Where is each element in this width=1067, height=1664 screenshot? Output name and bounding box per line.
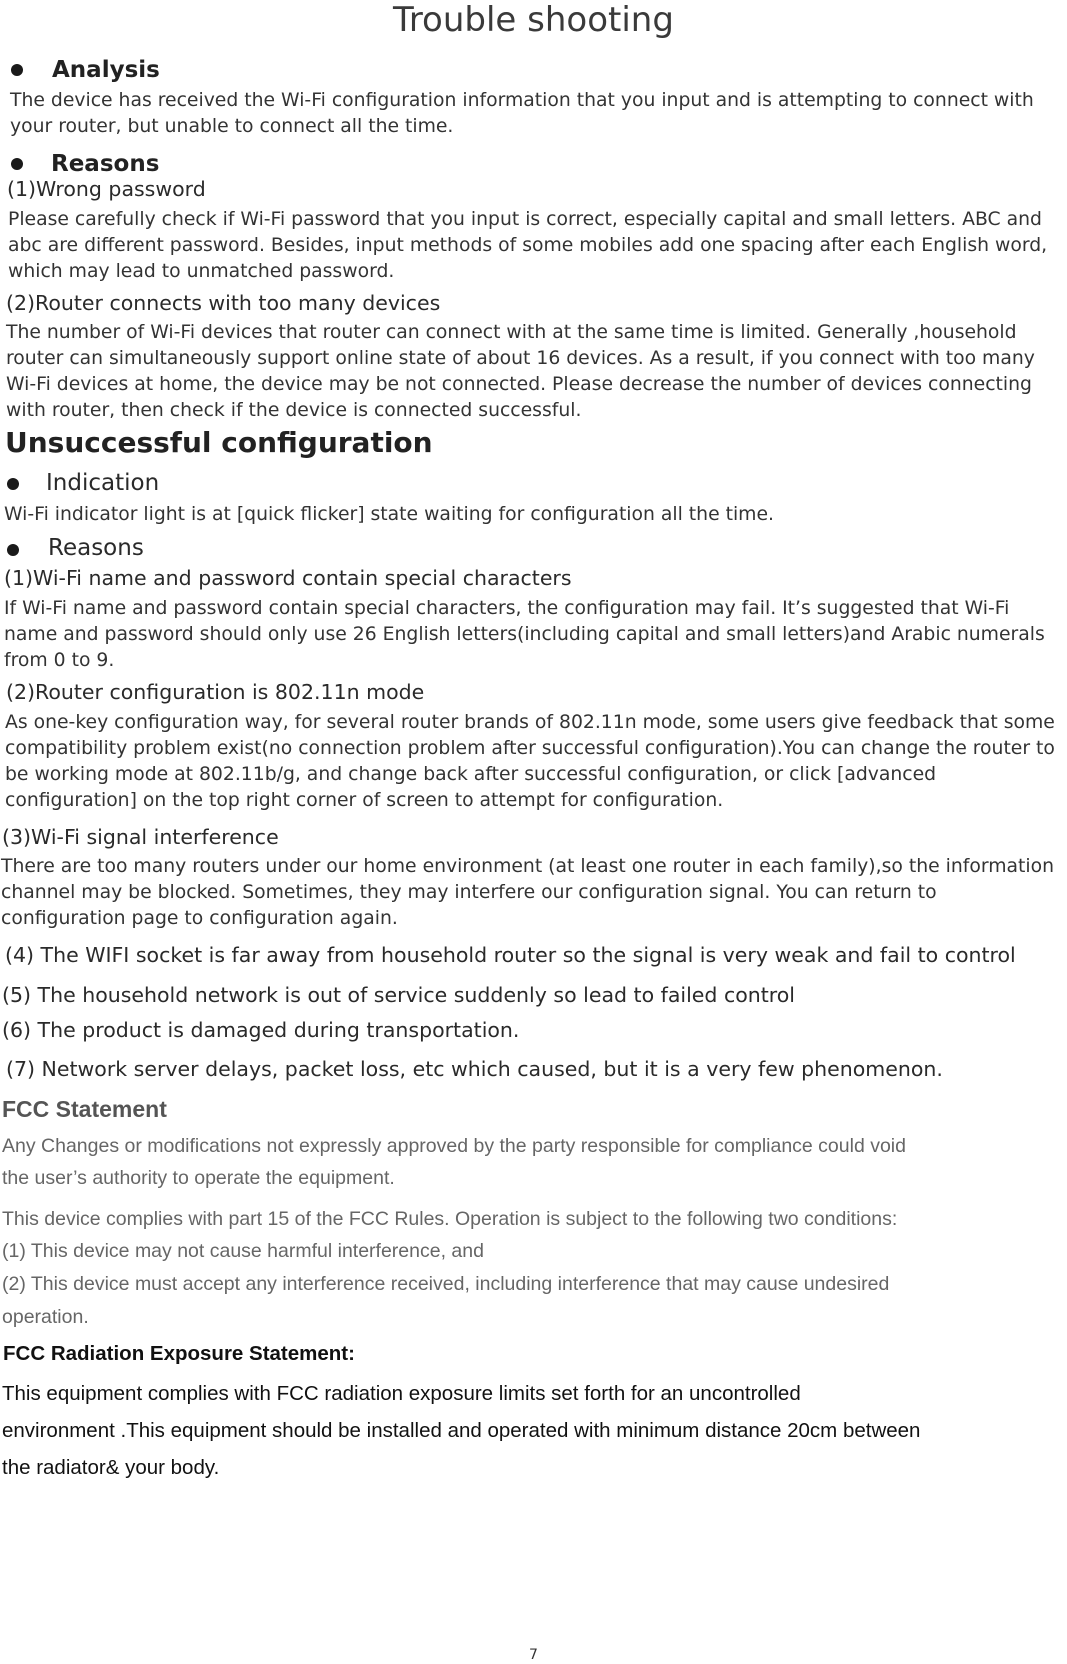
unsuccessful-3-title: (3)Wi-Fi signal interference: [2, 825, 279, 849]
unsuccessful-2-line-3: be working mode at 802.11b/g, and change back after successful configuration, or click [advanced: [5, 764, 937, 785]
analysis-line-2: your router, but unable to connect all the time.: [10, 116, 454, 137]
fcc-heading: FCC Statement: [2, 1096, 167, 1122]
unsuccessful-2-line-2: compatibility problem exist(no connection problem after successful configuration).You can change the router to: [5, 738, 1055, 759]
bullet-icon: [11, 158, 23, 170]
fcc-line-5: (2) This device must accept any interference received, including interference that may cause undesired: [2, 1273, 890, 1295]
bullet-icon: [7, 478, 19, 490]
unsuccessful-3-line-3: configuration page to configuration again.: [1, 908, 398, 929]
unsuccessful-2-line-4: configuration] on the top right corner of screen to attempt for configuration.: [5, 790, 724, 811]
analysis-line-1: The device has received the Wi-Fi configuration information that you input and is attempting to connect with: [10, 90, 1034, 111]
bullet-icon: [11, 64, 23, 76]
unsuccessful-1-line-3: from 0 to 9.: [4, 650, 115, 671]
reasons-heading: Reasons: [51, 151, 160, 177]
item-6: (6) The product is damaged during transportation.: [2, 1018, 520, 1042]
radiation-line-2: environment .This equipment should be installed and operated with minimum distance 20cm between: [2, 1419, 921, 1442]
radiation-line-3: the radiator& your body.: [2, 1456, 220, 1479]
section-heading: Unsuccessful configuration: [5, 426, 433, 459]
reason-2-line-4: with router, then check if the device is connected successful.: [6, 400, 582, 421]
unsuccessful-1-line-2: name and password should only use 26 English letters(including capital and small letters)and Arabic numerals: [4, 624, 1045, 645]
reason-2-line-1: The number of Wi-Fi devices that router can connect with at the same time is limited. Generally ,household: [6, 322, 1017, 343]
indication-text: Wi-Fi indicator light is at [quick flicker] state waiting for configuration all the time.: [4, 504, 774, 525]
reason-1-line-2: abc are different password. Besides, input methods of some mobiles add one spacing after each English word,: [8, 235, 1048, 256]
unsuccessful-3-line-1: There are too many routers under our home environment (at least one router in each family),so the information: [1, 856, 1055, 877]
page-title: Trouble shooting: [393, 0, 674, 40]
fcc-line-4: (1) This device may not cause harmful interference, and: [2, 1240, 484, 1262]
fcc-line-6: operation.: [2, 1306, 89, 1328]
reason-2-line-3: Wi-Fi devices at home, the device may be not connected. Please decrease the number of devices connecting: [6, 374, 1032, 395]
unsuccessful-2-title: (2)Router configuration is 802.11n mode: [6, 680, 425, 704]
unsuccessful-2-line-1: As one-key configuration way, for several router brands of 802.11n mode, some users give feedback that some: [5, 712, 1055, 733]
analysis-heading: Analysis: [52, 57, 160, 83]
reason-1-line-3: which may lead to unmatched password.: [8, 261, 395, 282]
fcc-line-2: the user’s authority to operate the equipment.: [2, 1167, 395, 1189]
radiation-line-1: This equipment complies with FCC radiation exposure limits set forth for an uncontrolled: [2, 1382, 801, 1405]
reasons-heading-2: Reasons: [48, 535, 144, 561]
item-7: (7) Network server delays, packet loss, etc which caused, but it is a very few phenomenon.: [6, 1057, 943, 1081]
bullet-icon: [7, 544, 19, 556]
radiation-heading: FCC Radiation Exposure Statement:: [3, 1342, 355, 1365]
reason-2-line-2: router can simultaneously support online state of about 16 devices. As a result, if you connect with too many: [6, 348, 1035, 369]
reason-1-line-1: Please carefully check if Wi-Fi password that you input is correct, especially capital and small letters. ABC and: [8, 209, 1042, 230]
page-number: 7: [529, 1647, 538, 1663]
unsuccessful-1-line-1: If Wi-Fi name and password contain special characters, the configuration may fail. It’s suggested that Wi-Fi: [4, 598, 1010, 619]
reason-2-title: (2)Router connects with too many devices: [6, 291, 441, 315]
unsuccessful-3-line-2: channel may be blocked. Sometimes, they may interfere our configuration signal. You can return to: [1, 882, 937, 903]
fcc-line-1: Any Changes or modifications not expressly approved by the party responsible for compliance could void: [2, 1135, 906, 1157]
item-5: (5) The household network is out of service suddenly so lead to failed control: [2, 983, 796, 1007]
fcc-line-3: This device complies with part 15 of the FCC Rules. Operation is subject to the following two conditions:: [2, 1208, 898, 1230]
unsuccessful-1-title: (1)Wi-Fi name and password contain special characters: [4, 566, 572, 590]
item-4: (4) The WIFI socket is far away from household router so the signal is very weak and fail to control: [5, 943, 1016, 967]
reason-1-title: (1)Wrong password: [7, 177, 206, 201]
indication-heading: Indication: [46, 470, 160, 496]
